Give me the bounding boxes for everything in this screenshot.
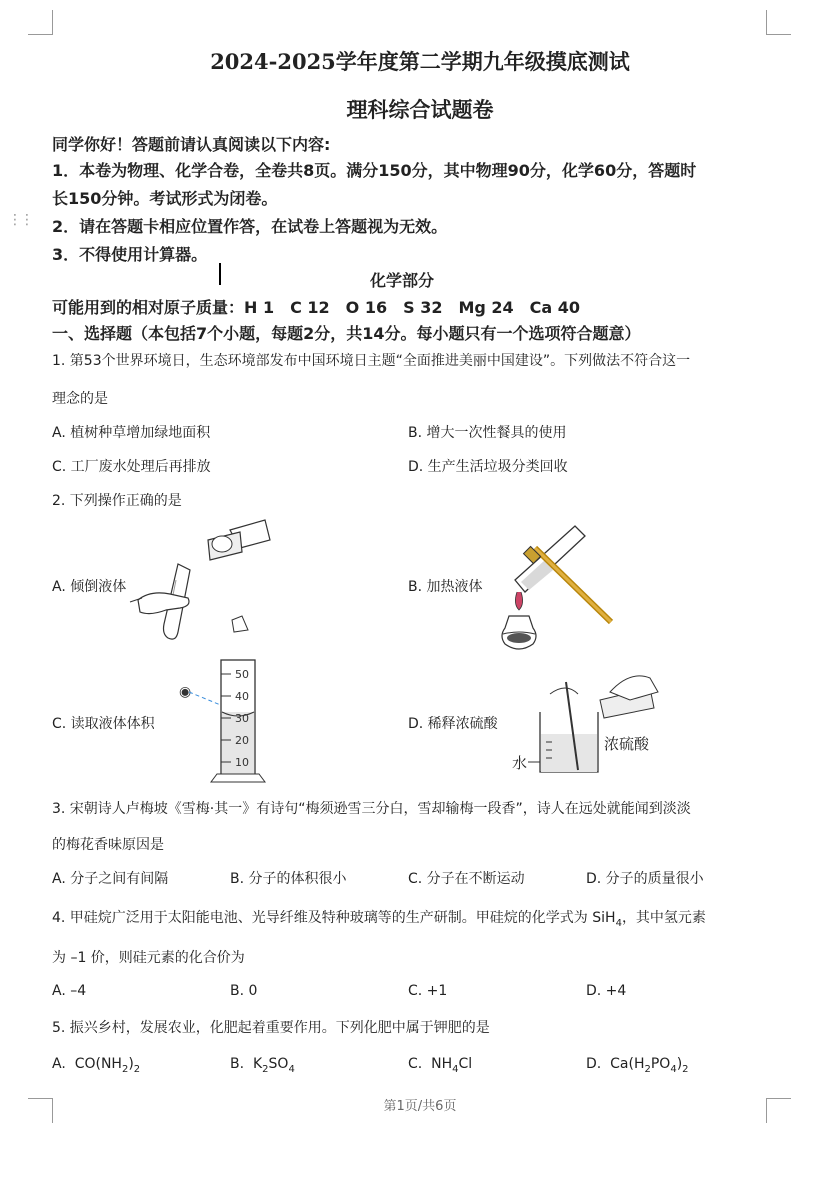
q3-stem-cont: 的梅花香味原因是 bbox=[52, 837, 164, 853]
q5-option-d[interactable]: D. $Ca(H_2PO_4)_2$ bbox=[586, 1056, 689, 1075]
q2-option-b[interactable]: B. 加热液体 bbox=[408, 579, 483, 595]
q2-option-c[interactable]: C. 读取液体体积 bbox=[52, 716, 155, 732]
q3-option-a[interactable]: A. 分子之间有间隔 bbox=[52, 871, 169, 887]
atomic-masses: 可能用到的相对原子质量：H 1 C 12 O 16 S 32 Mg 24 Ca 40 bbox=[52, 298, 581, 317]
part-title: 一、选择题（本包括7个小题，每题2分，共14分。每小题只有一个选项符合题意） bbox=[52, 324, 641, 343]
q1-option-a[interactable]: A. 植树种草增加绿地面积 bbox=[52, 425, 211, 441]
page-title: 2024-2025学年度第二学期九年级摸底测试 bbox=[210, 49, 630, 74]
q5-option-a[interactable]: A. $CO(NH_2)_2$ bbox=[52, 1056, 141, 1075]
label-water: 水 bbox=[512, 754, 528, 772]
notice-greeting: 同学你好！答题前请认真阅读以下内容: bbox=[52, 135, 331, 154]
section-name: 化学部分 bbox=[370, 271, 435, 290]
tick-label-50: 50 bbox=[235, 668, 249, 681]
q2-stem: 2. 下列操作正确的是 bbox=[52, 493, 182, 509]
q3-option-c[interactable]: C. 分子在不断运动 bbox=[408, 871, 525, 887]
q1-option-b[interactable]: B. 增大一次性餐具的使用 bbox=[408, 425, 567, 441]
dilute-acid-figure bbox=[510, 672, 670, 782]
q4-option-d[interactable]: D. +4 bbox=[586, 983, 627, 999]
q1-option-c[interactable]: C. 工厂废水处理后再排放 bbox=[52, 459, 211, 475]
notice-item-2: 2．请在答题卡相应位置作答，在试卷上答题视为无效。 bbox=[52, 217, 448, 236]
page-corner-top-right bbox=[766, 10, 791, 35]
q1-option-d[interactable]: D. 生产生活垃圾分类回收 bbox=[408, 459, 568, 475]
drag-handle-icon[interactable]: ⋮⋮ bbox=[8, 212, 32, 228]
q4-stem-cont: 为 –1 价，则硅元素的化合价为 bbox=[52, 950, 245, 966]
page-subtitle: 理科综合试题卷 bbox=[346, 97, 494, 122]
tick-label-40: 40 bbox=[235, 690, 249, 703]
text-cursor bbox=[219, 263, 221, 285]
q1-stem: 1. 第53个世界环境日，生态环境部发布中国环境日主题“全面推进美丽中国建设”。下列做法不符合这一 bbox=[52, 353, 691, 369]
notice-item-3: 3．不得使用计算器。 bbox=[52, 245, 208, 264]
q5-stem: 5. 振兴乡村，发展农业，化肥起着重要作用。下列化肥中属于钾肥的是 bbox=[52, 1020, 490, 1036]
label-acid: 浓硫酸 bbox=[604, 735, 650, 753]
notice-item-1-cont: 长150分钟。考试形式为闭卷。 bbox=[52, 189, 278, 208]
q4-option-a[interactable]: A. –4 bbox=[52, 983, 87, 999]
q2-option-a[interactable]: A. 倾倒液体 bbox=[52, 579, 127, 595]
q4-option-b[interactable]: B. 0 bbox=[230, 983, 258, 999]
q3-option-b[interactable]: B. 分子的体积很小 bbox=[230, 871, 347, 887]
q3-stem: 3. 宋朝诗人卢梅坡《雪梅·其一》有诗句“梅须逊雪三分白，雪却输梅一段香”，诗人在远处就能闻到淡淡 bbox=[52, 801, 691, 817]
notice-item-1: 1．本卷为物理、化学合卷，全卷共8页。满分150分，其中物理90分，化学60分，答题时 bbox=[52, 161, 697, 180]
q1-stem-cont: 理念的是 bbox=[52, 391, 108, 407]
tick-label-30: 30 bbox=[235, 712, 249, 725]
q2-option-d[interactable]: D. 稀释浓硫酸 bbox=[408, 716, 498, 732]
tick-label-10: 10 bbox=[235, 756, 249, 769]
q5-option-c[interactable]: C. $NH_4Cl$ bbox=[408, 1056, 473, 1075]
q5-option-b[interactable]: B. $K_2SO_4$ bbox=[230, 1056, 295, 1075]
tick-label-20: 20 bbox=[235, 734, 249, 747]
graduated-cylinder-figure bbox=[165, 650, 275, 790]
page-corner-top-left bbox=[28, 10, 53, 35]
q3-option-d[interactable]: D. 分子的质量很小 bbox=[586, 871, 704, 887]
page-number: 第1页/共6页 bbox=[383, 1099, 457, 1114]
eye-icon: ◉ bbox=[179, 684, 192, 700]
pour-liquid-figure bbox=[130, 520, 270, 650]
q4-option-c[interactable]: C. +1 bbox=[408, 983, 448, 999]
heat-liquid-figure bbox=[495, 520, 620, 655]
q4-stem: 4. 甲硅烷广泛用于太阳能电池、光导纤维及特种玻璃等的生产研制。甲硅烷的化学式为 SiH$_4$，其中氢元素 bbox=[52, 910, 706, 929]
